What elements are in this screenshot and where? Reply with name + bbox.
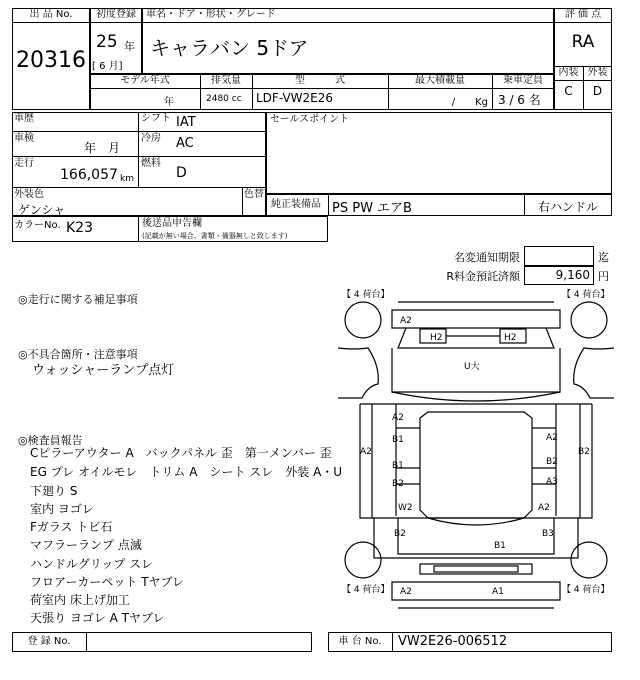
damage-mark: A2: [538, 503, 550, 513]
recycle-value: 9,160: [555, 268, 590, 282]
damage-mark: B1: [392, 461, 404, 471]
inspector-line: ハンドルグリップ スレ: [30, 557, 154, 571]
vehicle-damage-diagram: [338, 288, 614, 626]
score: RA: [571, 32, 595, 52]
damage-mark: A2: [546, 433, 558, 443]
inspector-line: 室内 ヨゴレ: [30, 502, 94, 516]
type: LDF-VW2E26: [256, 91, 334, 105]
shift-label: シフト: [141, 113, 171, 124]
first-reg-label: 初度登録: [96, 9, 136, 20]
equipment: PS PW エアB: [332, 201, 412, 216]
displacement: 2480 cc: [206, 94, 242, 104]
displacement-label: 排気量: [211, 75, 241, 86]
color-no-label: カラーNo.: [14, 220, 61, 231]
damage-mark: B3: [542, 529, 554, 539]
color: ゲンシャ: [18, 203, 66, 217]
damage-mark: A2: [400, 587, 412, 597]
corner-label-bl: 【 4 荷台】: [342, 585, 390, 595]
max-load-label: 最大積載量: [415, 75, 465, 86]
damage-mark: B1: [494, 541, 506, 551]
color-no: K23: [66, 220, 93, 236]
score-label: 評 価 点: [564, 9, 602, 20]
inspection-value: 年 月: [84, 141, 121, 155]
inspector-line: Cピラーアウター A バックパネル 歪 第一メンバー 歪: [30, 446, 332, 460]
fuel-label: 燃料: [141, 158, 161, 169]
driving-label: ◎走行に関する補足事項: [18, 293, 138, 306]
recycle-unit: 円: [598, 270, 609, 283]
shift: IAT: [176, 115, 196, 130]
corner-label-tl: 【 4 荷台】: [342, 290, 390, 300]
sales-point-label: セールスポイント: [270, 114, 350, 125]
max-load: / Kg: [451, 97, 488, 108]
damage-mark: B2: [394, 529, 406, 539]
model-year-unit: 年: [164, 97, 174, 108]
damage-mark: A2: [400, 316, 412, 326]
damage-mark: H2: [430, 333, 443, 343]
mileage-unit: km: [120, 174, 134, 184]
aftermarket-note: (記載が無い場合、書類・備器無しと致します): [142, 232, 288, 240]
ac-label: 冷房: [141, 133, 161, 144]
defect-label: ◎不具合箇所・注意事項: [18, 348, 138, 361]
inspector-line: フロアーカーペット Tヤブレ: [30, 575, 185, 589]
inspector-line: EG プレ オイルモレ トリム A シート スレ 外装 A・U: [30, 465, 343, 479]
damage-mark: A3: [546, 477, 558, 487]
damage-mark: A1: [492, 587, 504, 597]
car-name: キャラバン 5ドア: [150, 36, 309, 60]
inspection-label: 車検: [14, 133, 34, 144]
recycle-label: R料金預託済額: [446, 270, 520, 283]
mileage: 166,057: [60, 167, 118, 183]
inspector-line: 下廻り S: [30, 484, 78, 498]
color-label: 外装色: [14, 189, 44, 200]
interior-label: 内装: [558, 67, 579, 78]
name-change-unit: 迄: [598, 251, 609, 264]
car-name-label: 車名・ドア・形状・グレード: [146, 9, 276, 20]
damage-mark: H2: [504, 333, 517, 343]
year-unit: 年: [124, 40, 135, 53]
name-change-label: 名変通知期限: [454, 251, 520, 264]
damage-mark: U大: [464, 362, 480, 372]
damage-mark: B1: [392, 435, 404, 445]
damage-mark: B2: [578, 447, 590, 457]
type-label: 型 式: [295, 75, 345, 86]
aftermarket-label: 後送品申告欄: [142, 218, 202, 229]
damage-mark: A2: [360, 447, 372, 457]
capacity-label: 乗車定員: [503, 75, 543, 86]
inspector-line: Fガラス トビ石: [30, 520, 113, 534]
exterior-label: 外装: [587, 67, 608, 78]
handle: 右ハンドル: [537, 200, 598, 214]
exterior-score: D: [592, 84, 603, 98]
corner-label-tr: 【 4 荷台】: [562, 290, 610, 300]
name-change-box: [524, 246, 594, 266]
damage-mark: B2: [546, 457, 558, 467]
defect-line: ウォッシャーランプ点灯: [32, 363, 175, 378]
inspector-line: 荷室内 床上げ加工: [30, 593, 130, 607]
interior-score: C: [564, 84, 573, 98]
equipment-label: 純正装備品: [271, 199, 321, 210]
damage-mark: B2: [392, 479, 404, 489]
fuel: D: [176, 165, 187, 181]
damage-mark: A2: [392, 413, 404, 423]
inspector-line: 天張り ヨゴレ A Tヤブレ: [30, 611, 165, 625]
lot-no-label: 出 品 No.: [29, 9, 73, 20]
first-reg-year: 25: [96, 32, 118, 52]
inspector-line: マフラーランプ 点滅: [30, 538, 142, 552]
mileage-label: 走行: [14, 158, 34, 169]
capacity: 3 / 6 名: [498, 93, 541, 107]
inspector-label: ◎検査員報告: [18, 434, 83, 447]
chassis-label: 車 台 No.: [338, 636, 382, 647]
lot-no: 20316: [16, 48, 86, 73]
model-year-label: モデル年式: [120, 75, 170, 86]
ac: AC: [176, 136, 194, 151]
corner-label-br: 【 4 荷台】: [562, 585, 610, 595]
history-label: 車歴: [14, 113, 34, 124]
chassis: VW2E26-006512: [398, 634, 508, 649]
damage-mark: W2: [398, 503, 413, 513]
color-change-label: 色替: [244, 189, 264, 200]
first-reg-month: [ 6 月]: [92, 61, 123, 72]
reg-no-label: 登 録 No.: [27, 636, 71, 647]
